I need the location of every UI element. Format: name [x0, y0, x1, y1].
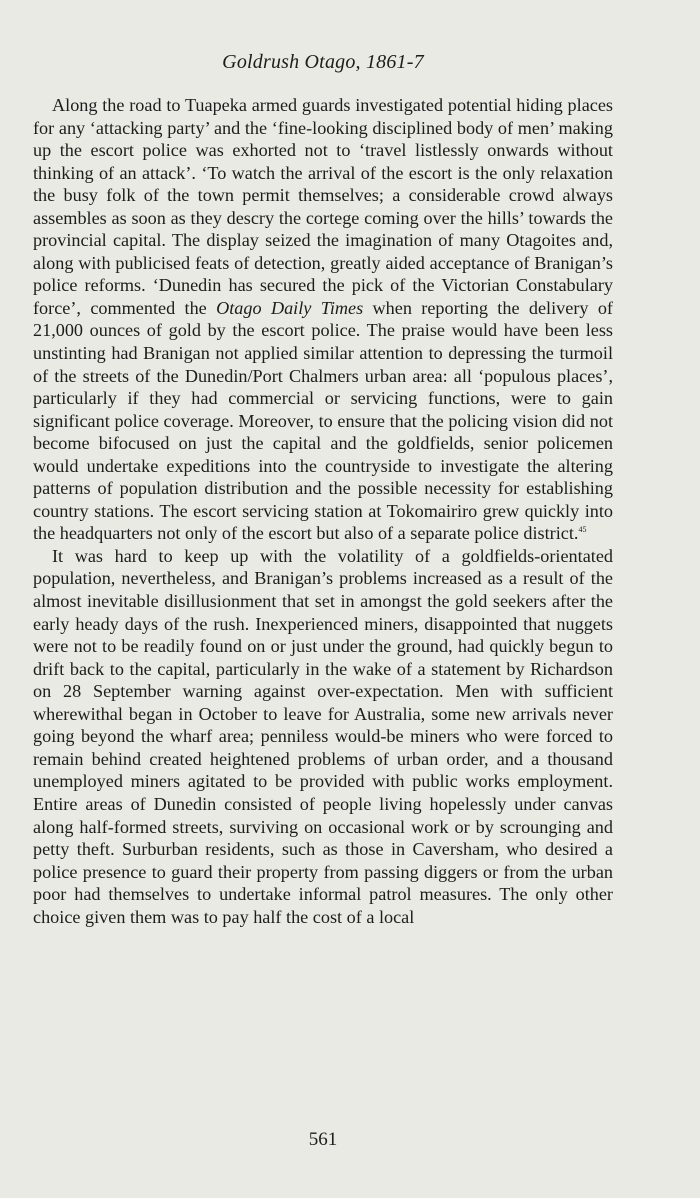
paragraph-2: It was hard to keep up with the volatility of a goldfields-orientated population, nevertheless, and Branigan’s problems increased as a result of the almost inevitable disillusionment that set in amongst the gold seekers after the early heady days of the rush. Inexperienced miners, disappointed that nuggets were not to be readily found on or just under the ground, had quickly begun to drift back to the capital, particularly in the wake of a statement by Richardson on 28 September warning against over-expectation. Men with sufficient wherewithal began in October to leave for Australia, some new arrivals never going beyond the wharf area; penniless would-be miners who were forced to remain behind created heightened problems of urban order, and a thousand unemployed miners agitated to be provided with public works employment. Entire areas of Dunedin consisted of people living hopelessly under canvas along half-formed streets, surviving on occasional work or by scrounging and petty theft. Surburban residents, such as those in Caversham, who desired a police presence to guard their property from passing diggers or from the urban poor had themselves to undertake informal patrol measures. The only other choice given them was to pay half the cost of a local	[33, 545, 613, 927]
page-number: 561	[308, 1129, 338, 1150]
paragraph-1-text-end: when reporting the delivery of 21,000 ounces of gold by the escort police. The praise would have been less unstinting had Branigan not applied similar attention to depressing the turmoil of the streets of the Dunedin/Port Chalmers urban area: all ‘populous places’, particularly if they had commercial or servicing functions, were to gain significant police coverage. Moreover, to ensure that the policing vision did not become bifocused on just the capital and the goldfields, senior policemen would undertake expeditions into the countryside to investigate the altering patterns of population distribution and the possible necessity for establishing country stations. The escort servicing station at Tokomairiro grew quickly into the headquarters not only of the escort but also of a separate police district.	[33, 297, 613, 544]
body-text	[33, 94, 613, 928]
paragraph-1	[33, 94, 613, 545]
running-head: Goldrush Otago, 1861-7	[222, 51, 424, 73]
footnote-marker: 45	[578, 525, 587, 535]
paragraph-1-text-start: Along the road to Tuapeka armed guards investigated potential hiding places for any ‘attacking party’ and the ‘fine-looking disciplined body of men’ making up the escort police was exhorted not to ‘travel listlessly onwards without thinking of an attack’. ‘To watch the arrival of the escort is the only relaxation the busy folk of the town permit themselves; a considerable crowd always assembles as soon as they descry the cortege coming over the hills’ towards the provincial capital. The display seized the imagination of many Otagoites and, along with publicised feats of detection, greatly aided acceptance of Branigan’s police reforms. ‘Dunedin has secured the pick of the Victorian Constabulary force’, commented the	[33, 95, 613, 318]
newspaper-title: Otago Daily Times	[216, 297, 364, 318]
